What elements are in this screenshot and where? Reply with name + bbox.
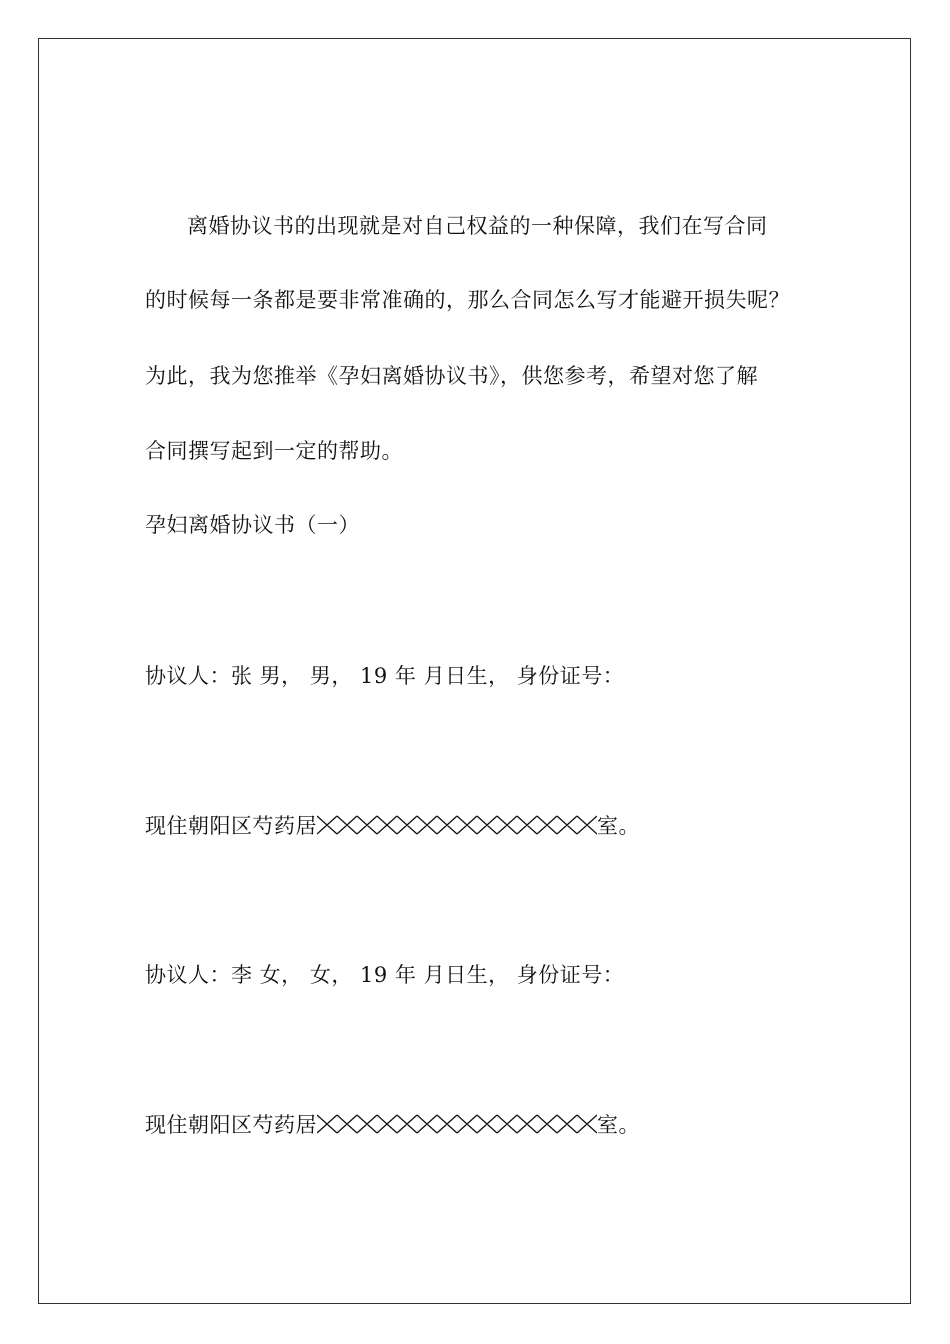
redacted-pattern	[317, 814, 597, 836]
party1-info: 协议人：张 男， 男， 19 年 月日生， 身份证号：	[145, 664, 625, 688]
agreement-heading: 孕妇离婚协议书（一）	[145, 513, 360, 537]
party2-address-suffix: 室。	[597, 1113, 640, 1137]
party1-address-suffix: 室。	[597, 814, 640, 838]
intro-line-2: 的时候每一条都是要非常准确的，那么合同怎么写才能避开损失呢？	[145, 288, 790, 312]
party1-address	[145, 812, 640, 840]
party1-address-prefix: 现住朝阳区芍药居	[145, 814, 317, 838]
intro-line-3: 为此，我为您推举《孕妇离婚协议书》，供您参考，希望对您了解	[145, 364, 758, 388]
intro-line-4: 合同撰写起到一定的帮助。	[145, 439, 403, 463]
party2-address	[145, 1111, 640, 1139]
party2-address-prefix: 现住朝阳区芍药居	[145, 1113, 317, 1137]
intro-line-1: 离婚协议书的出现就是对自己权益的一种保障，我们在写合同	[187, 214, 768, 238]
redacted-pattern	[317, 1113, 597, 1135]
party2-info: 协议人：李 女， 女， 19 年 月日生， 身份证号：	[145, 963, 625, 987]
